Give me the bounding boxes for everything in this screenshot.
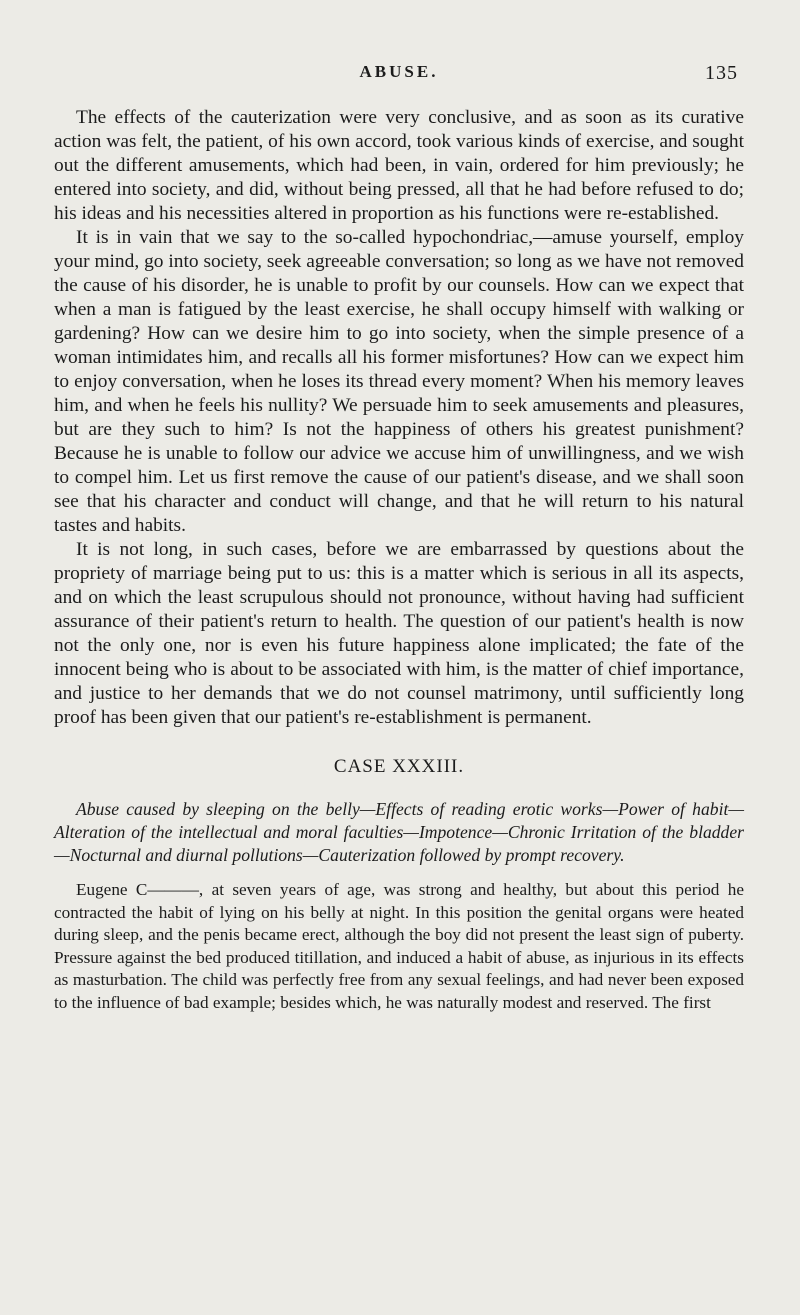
running-title: ABUSE.	[359, 62, 439, 81]
running-head	[54, 62, 744, 90]
case-summary: Abuse caused by sleeping on the belly—Effects of reading erotic works—Power of habit—Alteration of the intellectual and moral faculties—Impotence—Chronic Irritation of the bladder—Nocturnal and diurnal pollutions—Cauterization followed by prompt recovery.	[54, 799, 744, 865]
paragraph-hypochondriac: It is in vain that we say to the so-called hypochondriac,—amuse yourself, employ your mind, go into society, seek agreeable conversation; so long as we have not removed the cause of his disorder, he is unable to profit by our counsels. How can we expect that when a man is fatigued by the least exercise, he shall occupy himself with walking or gardening? How can we desire him to go into society, when the simple presence of a woman intimidates him, and recalls all his former misfortunes? How can we expect him to enjoy conversation, when he loses its thread every moment? When his memory leaves him, and when he feels his nullity? We persuade him to seek amusements and pleasures, but are they such to him? Is not the happiness of others his greatest punishment? Because he is unable to follow our advice we accuse him of unwillingness, and we wish to compel him. Let us first remove the cause of our patient's disease, and we shall soon see that his character and conduct will change, and that he will return to his natural tastes and habits.	[54, 227, 744, 536]
case-heading: CASE XXXIII.	[333, 756, 465, 777]
case-text: Eugene C———, at seven years of age, was strong and healthy, but about this period he contracted the habit of lying on his belly at night. In this position the genital organs were heated during sleep, and the penis became erect, although the boy did not present the least sign of puberty. Pressure against the bed produced titillation, and induced a habit of abuse, as injurious in its effects as masturbation. The child was perfectly free from any sexual feelings, and had never been exposed to the influence of bad example; besides which, he was naturally modest and reserved. The first	[54, 880, 744, 1012]
page-number: 135	[705, 62, 738, 84]
paragraph-marriage-question: It is not long, in such cases, before we are embarrassed by questions about the propriety of marriage being put to us: this is a matter which is serious in all its aspects, and on which the least scrupulous should not pronounce, without having had sufficient assurance of their patient's return to health. The question of our patient's health is now not the only one, nor is even his future happiness alone implicated; the fate of the innocent being who is about to be associated with him, is the matter of chief importance, and justice to her demands that we do not counsel matrimony, until sufficiently long proof has been given that our patient's re-establishment is permanent.	[54, 539, 744, 728]
paragraph-cauterization-effects: The effects of the cauterization were very conclusive, and as soon as its curative action was felt, the patient, of his own accord, took various kinds of exercise, and sought out the different amusements, which had been, in vain, ordered for him previously; he entered into society, and did, without being pressed, all that he had before refused to do; his ideas and his necessities altered in proportion as his functions were re-established.	[54, 107, 744, 224]
